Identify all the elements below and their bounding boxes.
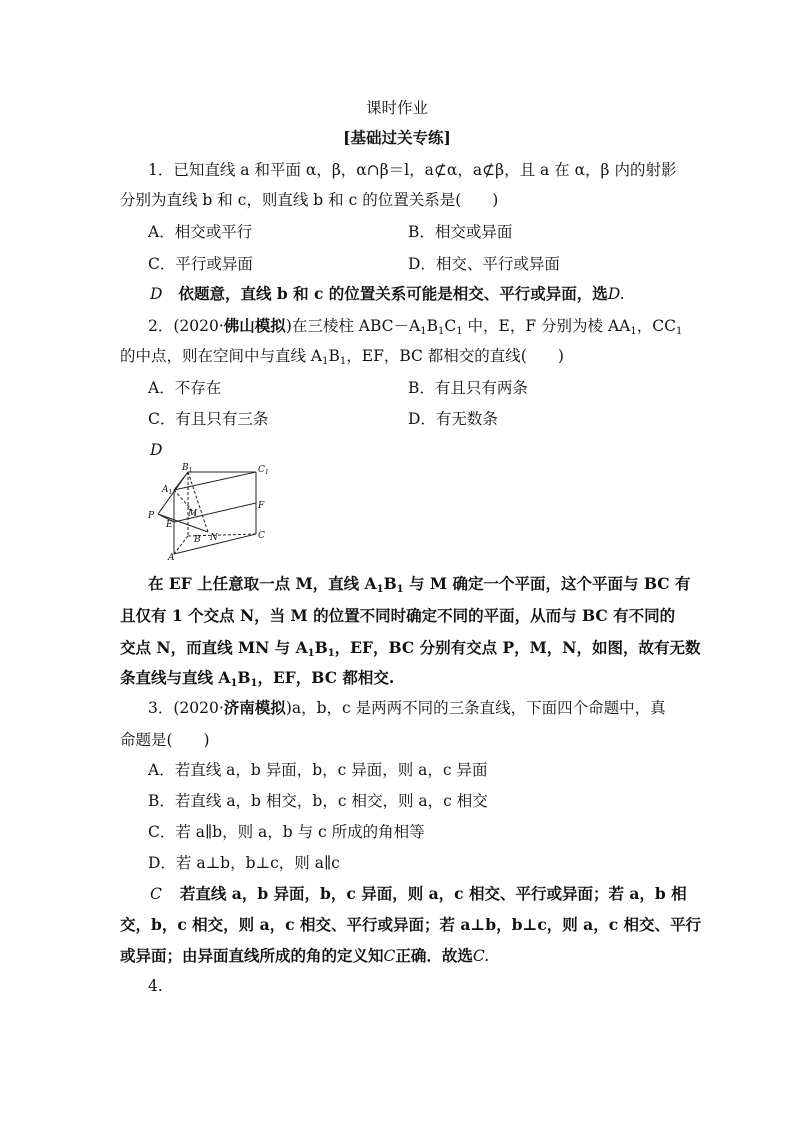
label-e: E <box>166 520 173 530</box>
q3-explanation-2: 交，b，c 相交，则 a，c 相交、平行或异面；若 a⊥b，b⊥c，则 a，c 相交、平行 <box>120 915 702 934</box>
label-p: P <box>148 511 155 521</box>
q3-line-1: 3．(2020·济南模拟)a，b，c 是两两不同的三条直线，下面四个命题中，真 <box>148 698 666 717</box>
q2-explanation-1: 在 EF 上任意取一点 M，直线 $A_1B_1$ 与 M 确定一个平面，这个平面与 BC 有 <box>148 574 691 595</box>
q2-line-2: 的中点，则在空间中与直线 $A_1B_1$，EF，BC 都相交的直线( ) <box>120 347 564 367</box>
q2-explanation-3: 交点 N，而直线 MN 与 $A_1B_1$，EF，BC 分别有交点 P，M，N，如图，故有无数 <box>120 638 701 659</box>
q3-explanation-3: 或异面；由异面直线所成的角的定义知C正确．故选C. <box>120 946 490 965</box>
label-f: F <box>258 501 265 511</box>
q1-option-b: B．相交或异面 <box>408 223 513 241</box>
section-heading: [基础过关专练] <box>343 128 451 147</box>
page-title: 课时作业 <box>365 99 428 117</box>
label-b: B <box>194 535 201 545</box>
label-n: N <box>210 533 218 543</box>
label-c: C <box>258 531 265 541</box>
q3-answer-line-1: C 若直线 a，b 异面，b，c 异面，则 a，c 相交、平行或异面；若 a，b 相 <box>150 884 687 903</box>
q1-option-a: A．相交或平行 <box>148 223 253 241</box>
q2-option-a: A．不存在 <box>148 379 222 397</box>
label-a1: $A_1$ <box>162 485 173 496</box>
q3-source: 济南模拟 <box>223 698 286 717</box>
label-c1: $C_1$ <box>258 465 269 476</box>
q1-line-2: 分别为直线 b 和 c，则直线 b 和 c 的位置关系是( ) <box>120 191 499 209</box>
q2-option-c: C．有且只有三条 <box>148 410 269 428</box>
q2-option-b: B．有且只有两条 <box>408 379 528 397</box>
q1-line-1: 1．已知直线 a 和平面 α，β，α∩β＝l，a⊄α，a⊄β，且 a 在 α，β 内的射影 <box>148 161 677 179</box>
q1-option-d: D．相交、平行或异面 <box>408 255 560 273</box>
q2-explanation-2: 且仅有 1 个交点 N，当 M 的位置不同时确定不同的平面，从而与 BC 有不同的 <box>120 606 676 625</box>
q1-option-c: C．平行或异面 <box>148 255 253 273</box>
q1-answer <box>150 284 625 304</box>
q2-answer-letter: D <box>150 441 163 459</box>
prism-diagram <box>148 462 278 562</box>
q3-option-a: A．若直线 a，b 异面，b，c 异面，则 a，c 异面 <box>148 761 488 779</box>
q1-answer-letter: D <box>150 285 163 303</box>
q4-number: 4. <box>148 977 163 995</box>
label-a: A <box>168 553 175 562</box>
q2-explanation-4: 条直线与直线 $A_1B_1$，EF，BC 都相交. <box>120 668 395 689</box>
q2-option-d: D．有无数条 <box>408 410 498 428</box>
label-b1: $B_1$ <box>182 463 193 474</box>
q1-answer-end: D. <box>607 285 625 303</box>
q3-line-2: 命题是( ) <box>120 731 210 749</box>
q3-option-c: C．若 a∥b，则 a，b 与 c 所成的角相等 <box>148 823 425 841</box>
q1-explanation: 依题意，直线 b 和 c 的位置关系可能是相交、平行或异面，选 <box>178 284 608 303</box>
q3-option-b: B．若直线 a，b 相交，b，c 相交，则 a，c 相交 <box>148 792 488 810</box>
q2-source: 佛山模拟 <box>223 316 286 335</box>
q3-option-d: D．若 a⊥b，b⊥c，则 a∥c <box>148 854 340 872</box>
q3-answer-letter: C <box>150 885 162 903</box>
label-m: M <box>188 509 198 519</box>
q2-line-1: 2．(2020·佛山模拟)在三棱柱 $ABC-A_1B_1C_1$ 中，E，F 分别为棱 $AA_1$，$CC_1$ <box>148 316 683 337</box>
